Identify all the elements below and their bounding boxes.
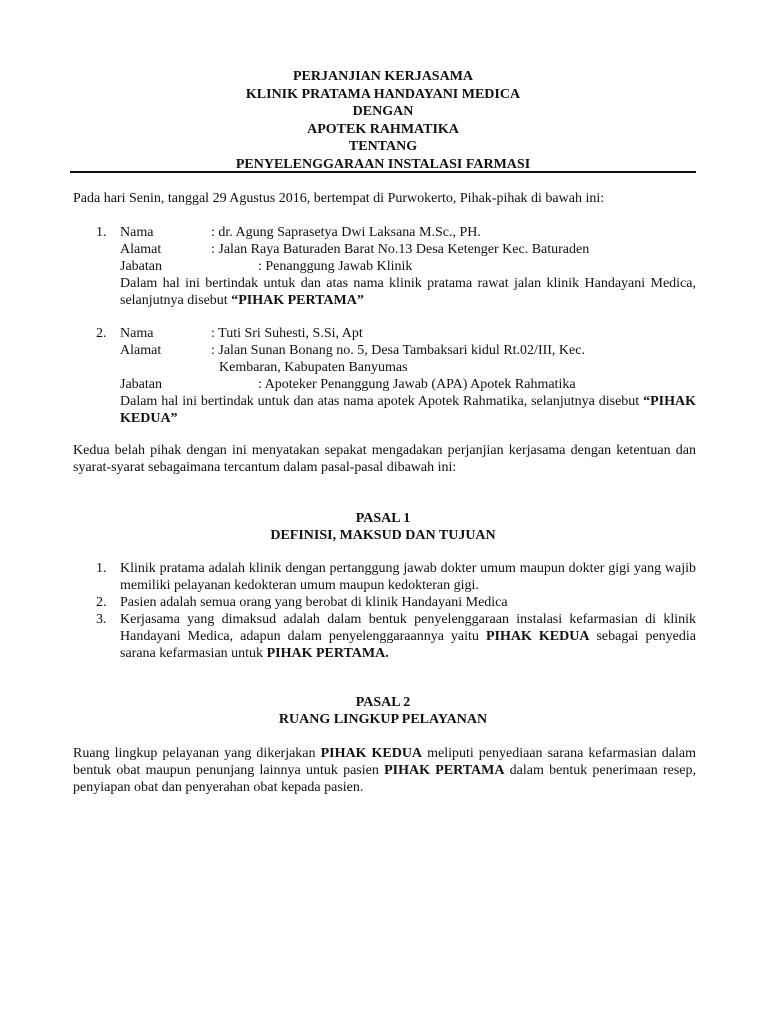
pasal1-item-number: 2. — [96, 595, 107, 610]
party1-jabatan-value: : Penanggung Jawab Klinik — [258, 259, 413, 274]
pasal1-item: Pasien adalah semua orang yang berobat di klinik Handayani Medica — [120, 595, 508, 610]
pasal1-item3-text-a: Kerjasama yang dimaksud adalah dalam bentuk penyelenggaraan instalasi kefarmasian di klinik Handayani Medica, adapun dalam penyelenggaraannya yaitu — [120, 612, 696, 644]
party1-jabatan-label: Jabatan — [120, 259, 162, 274]
party2-description-text: Dalam hal ini bertindak untuk dan atas nama apotek Apotek Rahmatika, selanjutnya disebut — [120, 394, 640, 409]
party1-description-text: Dalam hal ini bertindak untuk dan atas nama klinik pratama rawat jalan klinik Handayani Medica, selanjutnya disebut — [120, 276, 696, 308]
pasal1-item-number: 1. — [96, 561, 107, 576]
title-line: DENGAN — [352, 104, 414, 119]
title-divider — [70, 171, 696, 173]
party1-description — [120, 275, 696, 309]
party2-alamat-value: : Jalan Sunan Bonang no. 5, Desa Tambaksari kidul Rt.02/III, Kec. — [211, 343, 585, 358]
party2-nama-label: Nama — [120, 326, 154, 341]
pasal2-text-a: Ruang lingkup pelayanan yang dikerjakan — [73, 746, 316, 761]
party1-alias: “PIHAK PERTAMA” — [231, 293, 364, 308]
party1-nama-label: Nama — [120, 225, 154, 240]
pasal2-heading: PASAL 2 — [355, 695, 411, 710]
title-line: PENYELENGGARAAN INSTALASI FARMASI — [235, 156, 531, 172]
pasal2-text-c: dalam bentuk penerimaan resep, penyiapan obat dan penyerahan obat kepada pasien. — [73, 763, 696, 795]
party2-alias: “PIHAK KEDUA” — [120, 394, 696, 426]
party2-description — [120, 393, 696, 427]
pasal2-subheading: RUANG LINGKUP PELAYANAN — [278, 712, 488, 727]
party1-alamat-label: Alamat — [120, 242, 162, 257]
pasal1-item — [120, 611, 696, 662]
pasal2-paragraph — [73, 745, 696, 796]
party2-nama-value: : Tuti Sri Suhesti, S.Si, Apt — [211, 326, 363, 341]
agreement-paragraph: Kedua belah pihak dengan ini menyatakan sepakat mengadakan perjanjian kerjasama dengan ketentuan dan syarat-syarat sebagaimana tercantum dalam pasal-pasal dibawah ini: — [73, 443, 696, 475]
pasal1-item: Klinik pratama adalah klinik dengan pertanggung jawab dokter umum maupun dokter gigi yang wajib memiliki pelayanan kedokteran umum maupun kedokteran gigi. — [120, 561, 696, 593]
party1-alamat-value: : Jalan Raya Baturaden Barat No.13 Desa Ketenger Kec. Baturaden — [211, 242, 590, 257]
pasal1-subheading: DEFINISI, MAKSUD DAN TUJUAN — [270, 528, 496, 543]
pihak-kedua-term: PIHAK KEDUA — [320, 746, 423, 761]
title-line: APOTEK RAHMATIKA — [307, 121, 459, 137]
pasal2-text-b: meliputi penyediaan sarana kefarmasian dalam bentuk obat maupun penunjang lainnya untuk pasien — [73, 746, 697, 778]
party1-number: 1. — [96, 225, 107, 240]
document-title — [70, 68, 696, 173]
party1-nama-value: : dr. Agung Saprasetya Dwi Laksana M.Sc., PH. — [211, 225, 481, 240]
pasal1-item3-text-b: sebagai penyedia sarana kefarmasian untuk — [120, 629, 697, 661]
party2-jabatan-label: Jabatan — [120, 377, 162, 392]
pihak-pertama-term: PIHAK PERTAMA — [384, 763, 505, 778]
pihak-pertama-term: PIHAK PERTAMA. — [266, 646, 389, 661]
pihak-kedua-term: PIHAK KEDUA — [485, 629, 590, 644]
title-line: TENTANG — [348, 139, 418, 154]
party2-jabatan-value: : Apoteker Penanggung Jawab (APA) Apotek Rahmatika — [258, 377, 576, 392]
party2-alamat-label: Alamat — [120, 343, 162, 358]
pasal1-heading: PASAL 1 — [355, 511, 411, 526]
party2-alamat-value-cont: Kembaran, Kabupaten Banyumas — [219, 360, 408, 375]
party2-number: 2. — [96, 326, 107, 341]
title-line: PERJANJIAN KERJASAMA — [292, 69, 474, 84]
pasal1-item-number: 3. — [96, 612, 107, 627]
title-line: KLINIK PRATAMA HANDAYANI MEDICA — [245, 86, 521, 102]
intro-text: Pada hari Senin, tanggal 29 Agustus 2016, bertempat di Purwokerto, Pihak-pihak di bawah ini: — [73, 191, 605, 206]
